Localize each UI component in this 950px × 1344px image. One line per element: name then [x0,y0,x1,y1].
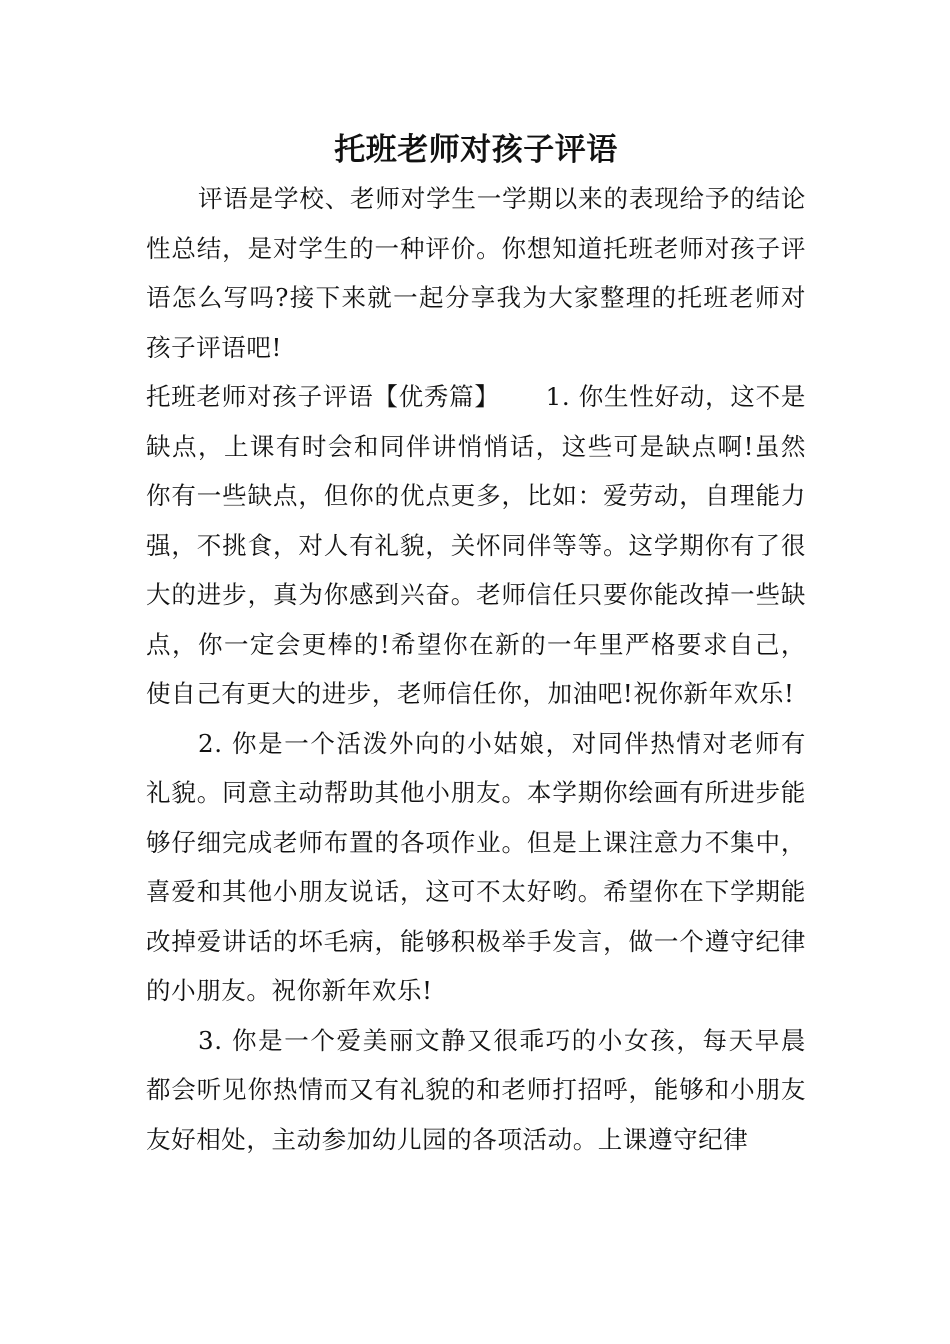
intro-paragraph: 评语是学校、老师对学生一学期以来的表现给予的结论性总结，是对学生的一种评价。你想知道托班老师对孩子评语怎么写吗?接下来就一起分享我为大家整理的托班老师对孩子评语吧! [146,184,806,362]
comment-item-3: 3. 你是一个爱美丽文静又很乖巧的小女孩，每天早晨都会听见你热情而又有礼貌的和老师打招呼，能够和小朋友友好相处，主动参加幼儿园的各项活动。上课遵守纪律 [146,1025,806,1154]
comment-item-1: 1. 你生性好动，这不是缺点，上课有时会和同伴讲悄悄话，这些可是缺点啊!虽然你有一些缺点，但你的优点更多，比如：爱劳动，自理能力强，不挑食，对人有礼貌，关怀同伴等等。这学期你有了很大的进步，真为你感到兴奋。老师信任只要你能改掉一些缺点，你一定会更棒的!希望你在新的一年里严格要求自己，使自己有更大的进步，老师信任你，加油吧!祝你新年欢乐! [146,382,806,708]
section-paragraph [146,372,806,719]
comment-item-2: 2. 你是一个活泼外向的小姑娘，对同伴热情对老师有礼貌。同意主动帮助其他小朋友。本学期你绘画有所进步能够仔细完成老师布置的各项作业。但是上课注意力不集中，喜爱和其他小朋友说话，这可不太好哟。希望你在下学期能改掉爱讲话的坏毛病，能够积极举手发言，做一个遵守纪律的小朋友。祝你新年欢乐! [146,728,806,1005]
document-page [146,126,806,1164]
section-heading: 托班老师对孩子评语【优秀篇】 [146,382,500,411]
document-title: 托班老师对孩子评语 [334,132,618,168]
